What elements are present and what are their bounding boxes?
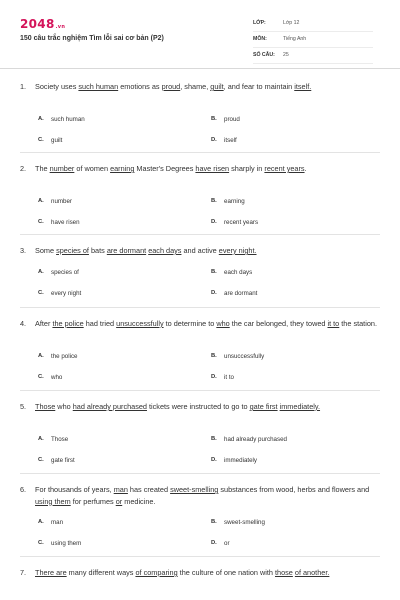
option-text: unsuccessfully [224,353,265,360]
underlined-phrase: species of [56,246,89,255]
option-text: the police [51,353,78,360]
underlined-phrase: using them [35,496,71,506]
underlined-phrase: proud [161,82,181,91]
question-number: 3. [20,246,27,255]
underlined-phrase: sweet-smelling [170,485,219,494]
question-number: 2. [20,164,27,173]
answer-option-a[interactable] [38,353,78,360]
document-title: 150 câu trắc nghiệm Tìm lỗi sai cơ bản (P2) [20,35,164,42]
question-text: Society uses such human emotions as proud, shame, guilt, and fear to maintain itself. [35,82,312,91]
question-number: 1. [20,82,27,91]
question-item [20,401,380,413]
underlined-phrase: the police [52,319,84,328]
option-letter: D. [211,137,217,143]
option-text: gate first [51,457,75,464]
question-text: Those who had already purchased tickets were instructed to go to gate first immediately. [35,402,321,411]
question-separator [20,234,380,235]
option-letter: A. [38,519,44,525]
answer-option-c[interactable] [38,290,81,297]
answer-option-d[interactable] [211,457,257,464]
meta-row-subject [253,34,373,48]
document-header [0,0,400,69]
underlined-phrase: are dormant [106,246,147,255]
option-text: using them [51,540,82,547]
question-separator [20,390,380,391]
answer-option-c[interactable] [38,219,80,226]
question-item [20,484,380,507]
question-item [20,81,380,93]
underlined-phrase: those [275,568,293,577]
option-text: have risen [51,219,80,226]
option-letter: A. [38,269,44,275]
answer-option-c[interactable] [38,457,75,464]
option-text: immediately [224,457,258,464]
option-text: proud [224,116,240,123]
answer-option-c[interactable] [38,540,81,547]
underlined-phrase: every night. [218,246,257,255]
question-text: For thousands of years, man has created sweet-smelling substances from wood, herbs and flowers and using them for perfumes or medicine. [35,485,370,506]
site-logo[interactable]: 2048.vn [20,17,66,31]
answer-option-c[interactable] [38,374,62,381]
option-text: every night [51,290,82,297]
underlined-phrase: number [49,164,75,173]
option-letter: D. [211,290,217,296]
question-text: The number of women earning Master's Degrees have risen sharply in recent years. [35,164,307,173]
underlined-phrase: There are [35,568,67,577]
meta-row-count [253,50,373,64]
answer-option-d[interactable] [211,137,237,144]
meta-value: 25 [283,52,289,58]
option-text: sweet-smelling [224,519,265,526]
meta-label: LỚP: [253,20,266,26]
option-text: number [51,198,72,205]
option-text: each days [224,269,253,276]
option-text: recent years [224,219,259,226]
underlined-phrase: such human [78,82,119,91]
option-text: guilt [51,137,63,144]
question-item [20,163,380,175]
question-number: 7. [20,568,27,577]
answer-option-a[interactable] [38,519,63,526]
option-letter: B. [211,353,217,359]
underlined-phrase: of another. [294,568,330,577]
answer-option-b[interactable] [211,269,252,276]
option-text: man [51,519,64,526]
answer-option-b[interactable] [211,198,245,205]
underlined-phrase: gate first [249,402,278,411]
option-text: are dormant [224,290,258,297]
document-meta [253,18,373,66]
underlined-phrase: had already purchased [72,402,147,411]
question-separator [20,152,380,153]
answer-option-d[interactable] [211,219,258,226]
option-letter: D. [211,540,217,546]
option-letter: C. [38,374,44,380]
option-letter: C. [38,540,44,546]
option-letter: B. [211,269,217,275]
question-separator [20,473,380,474]
underlined-phrase: immediately. [279,402,321,411]
meta-label: SỐ CÂU: [253,52,275,58]
option-text: it to [224,374,234,381]
option-letter: B. [211,116,217,122]
answer-option-b[interactable] [211,116,240,123]
underlined-phrase: guilt [210,82,224,91]
underlined-phrase: each days [148,246,182,255]
answer-option-d[interactable] [211,374,234,381]
question-number: 4. [20,319,27,328]
option-letter: C. [38,457,44,463]
option-text: had already purchased [224,436,287,443]
option-letter: C. [38,137,44,143]
option-letter: B. [211,519,217,525]
question-number: 5. [20,402,27,411]
question-separator [20,307,380,308]
option-letter: B. [211,198,217,204]
option-letter: A. [38,353,44,359]
answer-option-a[interactable] [38,436,68,443]
option-letter: A. [38,436,44,442]
option-text: such human [51,116,85,123]
question-text: Some species of bats are dormant each days and active every night. [35,246,257,255]
question-item [20,318,380,330]
underlined-phrase: it to [327,319,340,328]
meta-value: Tiếng Anh [283,36,307,42]
option-letter: D. [211,457,217,463]
option-letter: D. [211,219,217,225]
option-letter: C. [38,219,44,225]
underlined-phrase: who [216,319,230,328]
option-letter: B. [211,436,217,442]
option-text: who [51,374,63,381]
underlined-phrase: itself. [294,82,312,91]
meta-row-class [253,18,373,32]
answer-option-c[interactable] [38,137,62,144]
underlined-phrase: earning [110,164,135,173]
underlined-phrase: or [115,496,123,506]
meta-value: Lớp 12 [283,20,300,26]
answer-option-a[interactable] [38,269,79,276]
underlined-phrase: of comparing [135,568,178,577]
option-text: species of [51,269,79,276]
option-text: earning [224,198,245,205]
option-letter: D. [211,374,217,380]
option-text: Those [51,436,69,443]
answer-option-b[interactable] [211,353,264,360]
underlined-phrase: have risen [195,164,230,173]
answer-option-a[interactable] [38,116,85,123]
option-letter: C. [38,290,44,296]
question-item [20,245,380,257]
underlined-phrase: man [113,485,128,494]
answer-option-d[interactable] [211,540,230,547]
question-separator [20,556,380,557]
answer-option-d[interactable] [211,290,257,297]
meta-label: MÔN: [253,36,267,42]
question-text: There are many different ways of comparing the culture of one nation with those of another. [35,568,330,577]
underlined-phrase: recent years [264,164,305,173]
question-item [20,567,380,579]
answer-option-b[interactable] [211,519,265,526]
answer-option-a[interactable] [38,198,72,205]
option-text: itself [224,137,237,144]
answer-option-b[interactable] [211,436,287,443]
question-text: After the police had tried unsuccessfully to determine to who the car belonged, they towed it to the station. [35,319,377,328]
option-letter: A. [38,198,44,204]
underlined-phrase: Those [35,402,56,411]
underlined-phrase: unsuccessfully [116,319,164,328]
question-number: 6. [20,485,27,494]
option-letter: A. [38,116,44,122]
option-text: or [224,540,230,547]
